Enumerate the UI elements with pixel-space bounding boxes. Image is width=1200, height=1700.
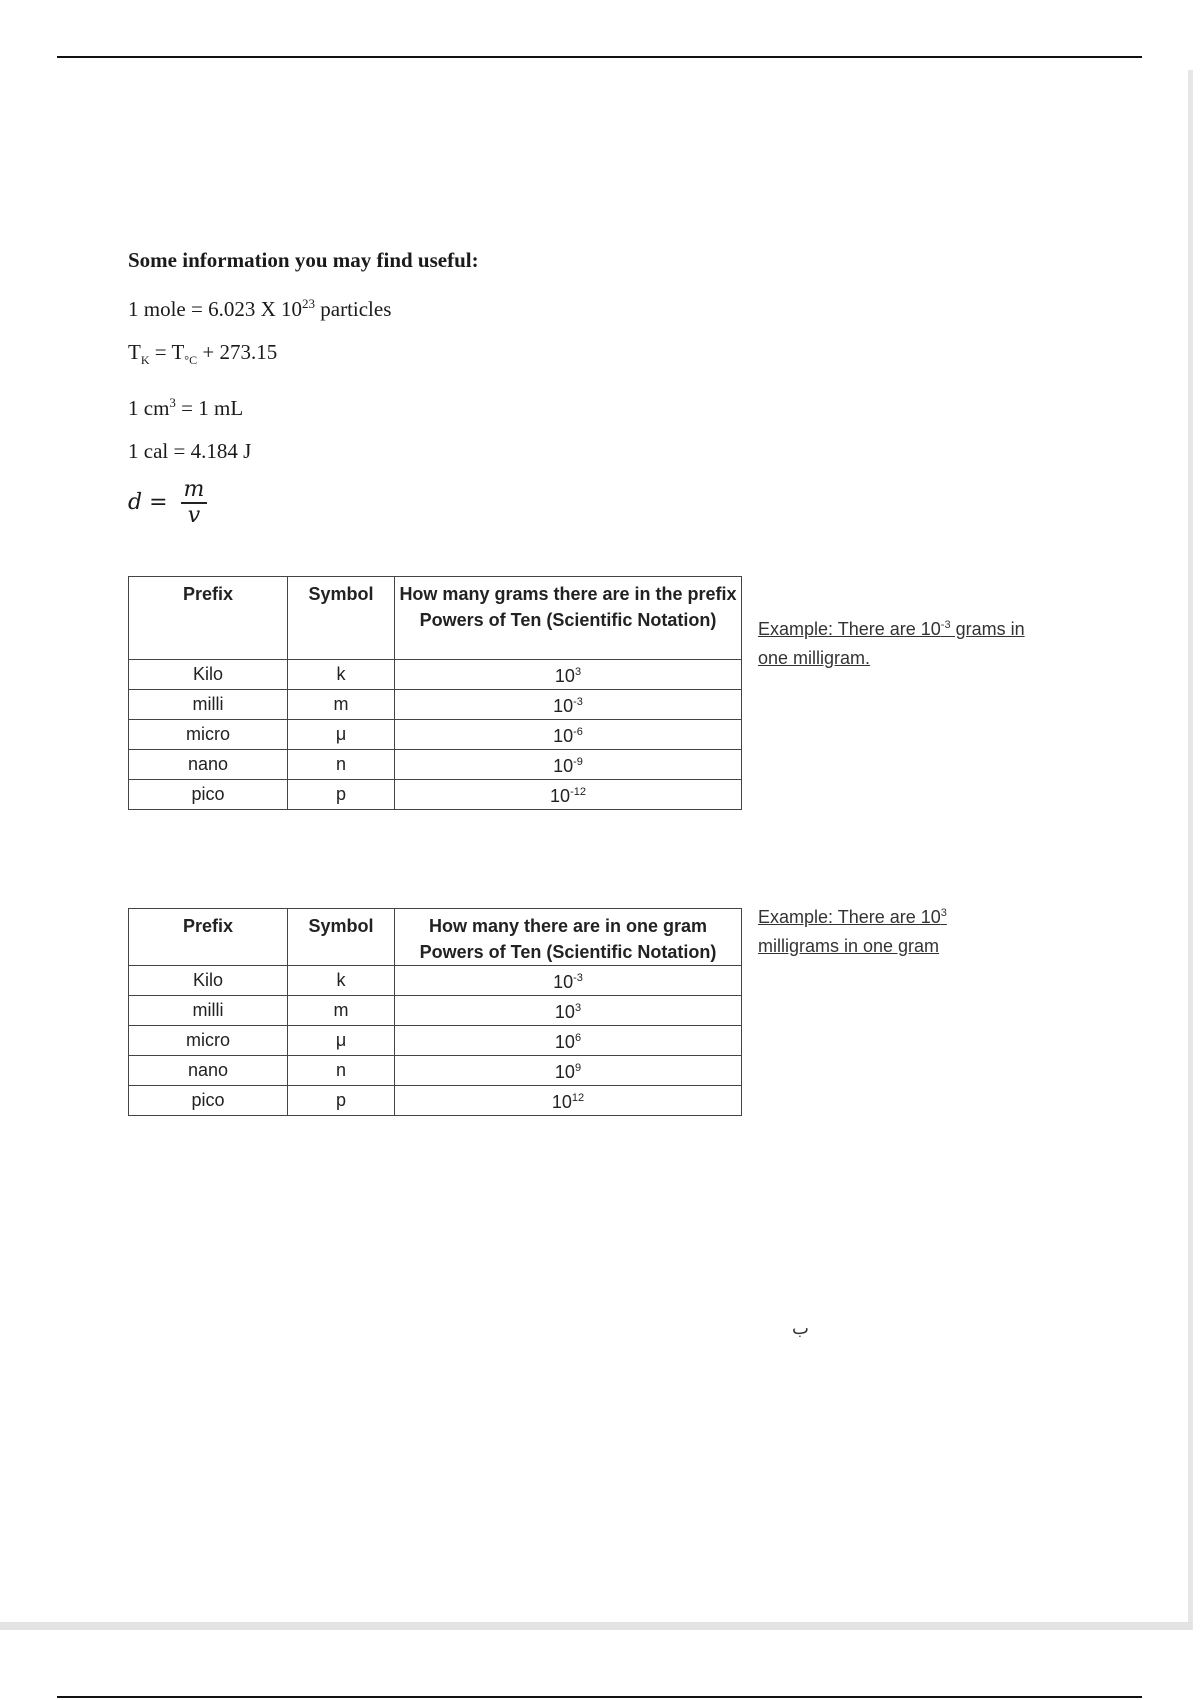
power-exponent: 3 (574, 666, 582, 678)
example1-exponent: -3 (940, 619, 951, 631)
header-powers-line1: How many grams there are in the prefix (399, 584, 737, 604)
power-base: 10 (554, 666, 575, 686)
header-powers-line2: Powers of Ten (Scientific Notation) (419, 942, 717, 962)
page-edge-shadow-bottom (0, 1622, 1192, 1630)
example1-suffix: grams in one milligram. (758, 619, 1025, 668)
symbol-cell: p (288, 780, 395, 810)
celsius-subscript: °C (184, 353, 198, 368)
example2-suffix: milligrams in one gram (758, 936, 940, 956)
prefix-table-per-gram (128, 908, 742, 1116)
useful-info-section (128, 248, 479, 528)
power-base: 10 (554, 1062, 575, 1082)
density-formula (128, 478, 479, 528)
mole-formula-text: 1 mole = 6.023 X 10 (128, 297, 302, 321)
power-base: 10 (554, 1002, 575, 1022)
power-base: 10 (553, 696, 574, 716)
stray-mark: ب (792, 1318, 809, 1338)
power-exponent: -3 (573, 972, 583, 984)
table-row (129, 750, 742, 780)
table-header-row (129, 577, 742, 660)
power-cell (395, 720, 742, 750)
power-exponent: 3 (574, 1002, 582, 1014)
power-base: 10 (553, 972, 574, 992)
density-numerator: m (183, 477, 205, 503)
table-row (129, 780, 742, 810)
power-cell (395, 690, 742, 720)
header-powers (395, 909, 742, 966)
prefix-cell: micro (129, 1026, 288, 1056)
power-base: 10 (554, 1032, 575, 1052)
prefix-cell: pico (129, 780, 288, 810)
header-powers-line1: How many there are in one gram (428, 916, 708, 936)
power-exponent: -6 (573, 726, 583, 738)
volume-text: 1 cm (128, 396, 170, 421)
header-symbol: Symbol (288, 577, 395, 660)
header-powers (395, 577, 742, 660)
prefix-cell: pico (129, 1086, 288, 1116)
power-exponent: 9 (574, 1062, 582, 1074)
bottom-rule (57, 1696, 1142, 1698)
power-cell (395, 1056, 742, 1086)
table-row (129, 1086, 742, 1116)
symbol-cell: μ (288, 1026, 395, 1056)
kelvin-t: T (128, 340, 141, 364)
example1-text: Example: There are 10 (758, 619, 941, 639)
power-cell (395, 750, 742, 780)
symbol-cell: n (288, 750, 395, 780)
example-grams-in-milligram (758, 611, 1058, 673)
power-base: 10 (553, 756, 574, 776)
prefix-table-grams-in-prefix (128, 576, 742, 810)
density-denominator: v (187, 502, 201, 528)
power-base: 10 (553, 726, 574, 746)
prefix-cell: nano (129, 1056, 288, 1086)
density-fraction (180, 478, 209, 528)
header-prefix: Prefix (129, 577, 288, 660)
kelvin-formula (128, 340, 479, 372)
prefix-cell: milli (129, 690, 288, 720)
volume-suffix: = 1 mL (175, 396, 244, 421)
header-prefix: Prefix (129, 909, 288, 966)
mole-formula (128, 292, 479, 321)
power-cell (395, 660, 742, 690)
page-edge-shadow-right (1188, 70, 1193, 1630)
prefix-cell: milli (129, 996, 288, 1026)
header-symbol: Symbol (288, 909, 395, 966)
example2-text: Example: There are 10 (758, 907, 941, 927)
prefix-cell: Kilo (129, 966, 288, 996)
table-row (129, 660, 742, 690)
prefix-cell: micro (129, 720, 288, 750)
prefix-cell: Kilo (129, 660, 288, 690)
table-row (129, 996, 742, 1026)
power-base: 10 (551, 1092, 572, 1112)
symbol-cell: p (288, 1086, 395, 1116)
power-base: 10 (550, 786, 571, 806)
calorie-formula: 1 cal = 4.184 J (128, 439, 252, 464)
table-header-row (129, 909, 742, 966)
volume-formula (128, 391, 479, 420)
table-row (129, 690, 742, 720)
table-row (129, 720, 742, 750)
table-row (129, 966, 742, 996)
table-row (129, 1026, 742, 1056)
power-exponent: -12 (570, 786, 586, 798)
power-cell (395, 1086, 742, 1116)
power-exponent: 6 (574, 1032, 582, 1044)
kelvin-offset: + 273.15 (197, 340, 278, 364)
top-rule (57, 56, 1142, 58)
prefix-cell: nano (129, 750, 288, 780)
symbol-cell: k (288, 966, 395, 996)
power-exponent: 12 (571, 1092, 585, 1104)
symbol-cell: μ (288, 720, 395, 750)
power-cell (395, 996, 742, 1026)
mole-exponent: 23 (302, 296, 315, 311)
example2-exponent: 3 (940, 907, 947, 919)
power-cell (395, 966, 742, 996)
symbol-cell: n (288, 1056, 395, 1086)
density-lhs: d = (128, 490, 168, 516)
power-exponent: -3 (573, 696, 583, 708)
kelvin-subscript: K (140, 353, 150, 368)
table-row (129, 1056, 742, 1086)
symbol-cell: k (288, 660, 395, 690)
power-cell (395, 780, 742, 810)
example-milligrams-in-gram (758, 899, 988, 961)
power-exponent: -9 (573, 756, 583, 768)
kelvin-equals: = T (149, 340, 185, 364)
power-cell (395, 1026, 742, 1056)
symbol-cell: m (288, 996, 395, 1026)
mole-formula-suffix: particles (315, 297, 392, 321)
symbol-cell: m (288, 690, 395, 720)
info-heading: Some information you may find useful: (128, 248, 479, 272)
volume-exponent: 3 (169, 395, 176, 411)
header-powers-line2: Powers of Ten (Scientific Notation) (419, 610, 717, 630)
